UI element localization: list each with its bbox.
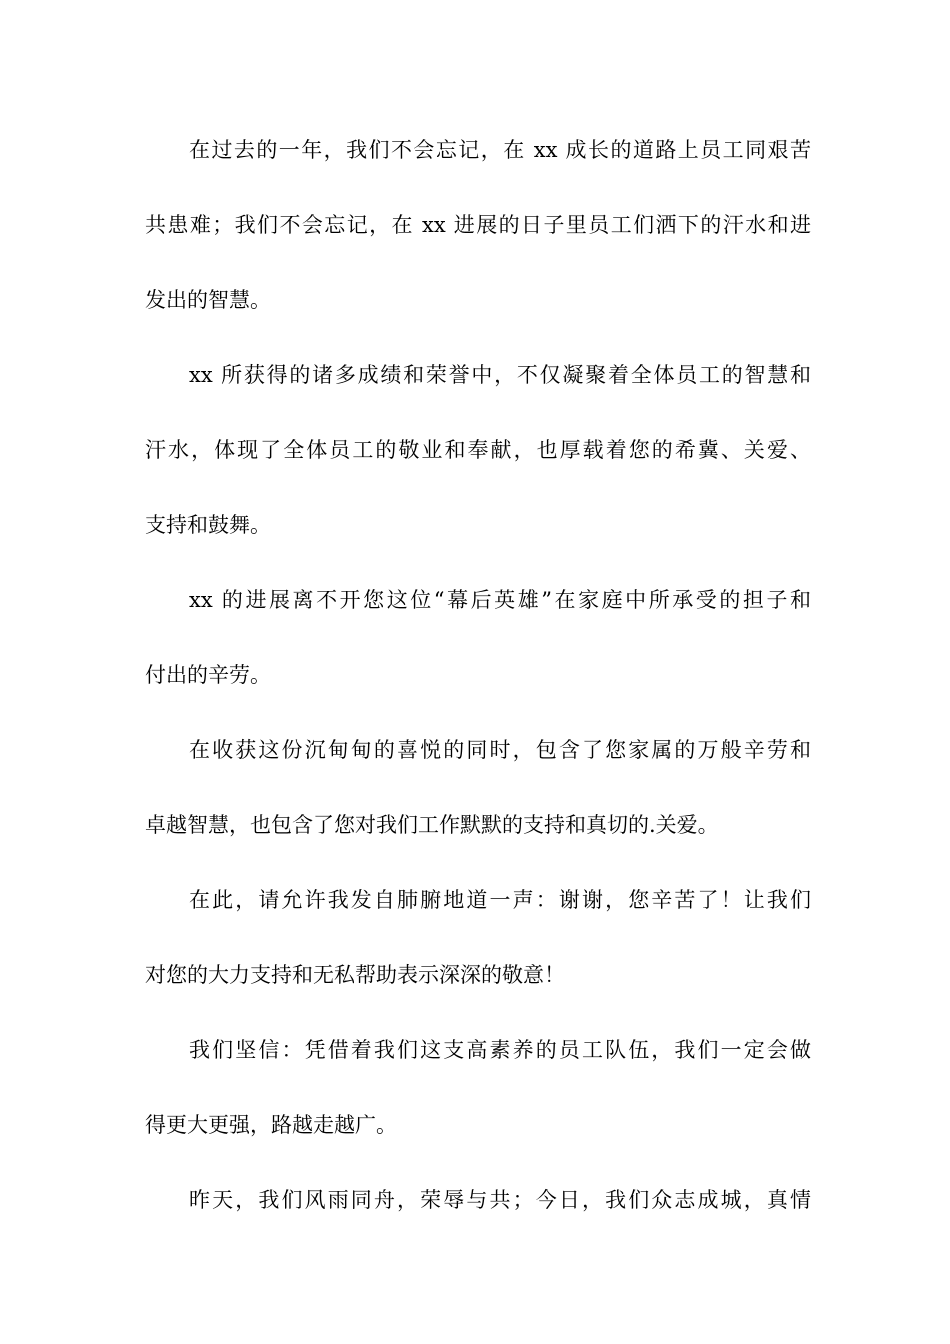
text-line: 支持和鼓舞。 xyxy=(145,513,271,537)
paragraph xyxy=(145,1182,811,1220)
text-line: xx 所获得的诸多成绩和荣誉中，不仅凝聚着全体员工的智慧和 xyxy=(189,363,811,387)
text-line: xx 的进展离不开您这位“幕后英雄”在家庭中所承受的担子和 xyxy=(189,588,811,612)
paragraph xyxy=(145,1032,811,1145)
paragraph xyxy=(145,132,811,320)
text-line: 付出的辛劳。 xyxy=(145,663,271,687)
text-line: 发出的智慧。 xyxy=(145,288,271,312)
text-line: 共患难；我们不会忘记，在 xx 进展的日子里员工们洒下的汗水和进 xyxy=(145,213,811,237)
paragraph xyxy=(145,732,811,845)
body-text xyxy=(145,132,811,1220)
text-line: 对您的大力支持和无私帮助表示深深的敬意！ xyxy=(145,963,565,987)
text-line: 卓越智慧，也包含了您对我们工作默默的支持和真切的.关爱。 xyxy=(145,813,719,837)
text-line: 汗水，体现了全体员工的敬业和奉献，也厚载着您的希冀、关爱、 xyxy=(145,438,811,462)
text-line: 我们坚信：凭借着我们这支高素养的员工队伍，我们一定会做 xyxy=(189,1038,811,1062)
text-line: 在此，请允许我发自肺腑地道一声：谢谢，您辛苦了！让我们 xyxy=(189,888,811,912)
paragraph xyxy=(145,357,811,545)
text-line: 在过去的一年，我们不会忘记，在 xx 成长的道路上员工同艰苦 xyxy=(189,138,811,162)
text-line: 得更大更强，路越走越广。 xyxy=(145,1113,397,1137)
paragraph xyxy=(145,582,811,695)
text-line: 在收获这份沉甸甸的喜悦的同时，包含了您家属的万般辛劳和 xyxy=(189,738,811,762)
paragraph xyxy=(145,882,811,995)
text-line: 昨天，我们风雨同舟，荣辱与共；今日，我们众志成城，真情 xyxy=(189,1188,811,1212)
